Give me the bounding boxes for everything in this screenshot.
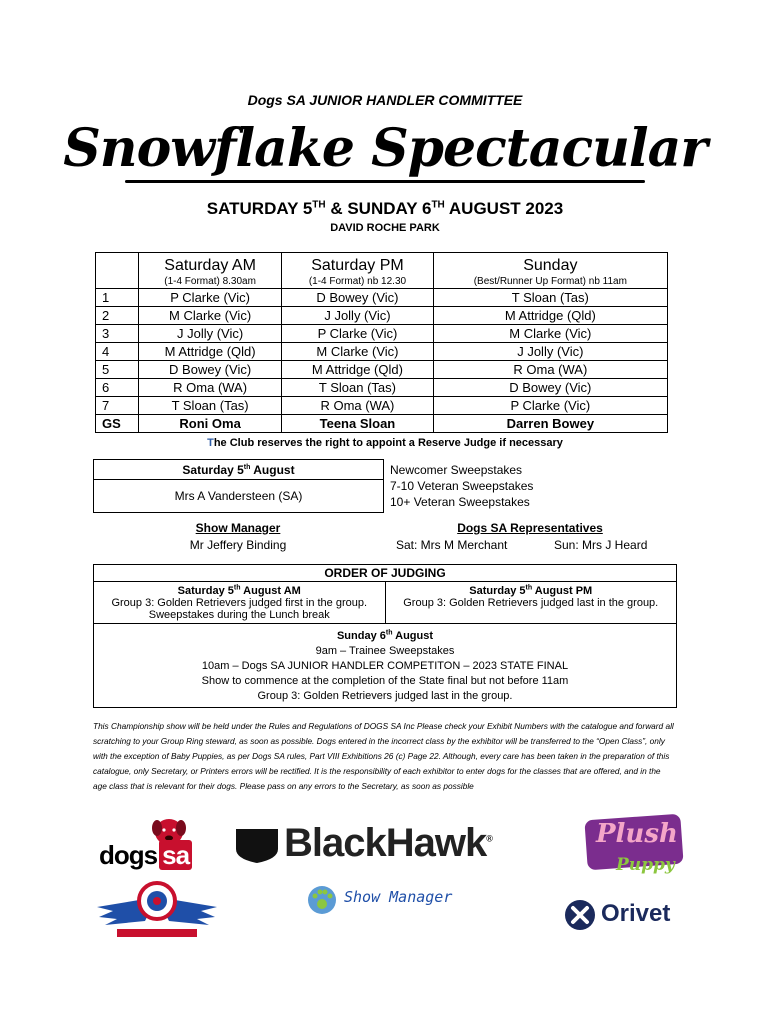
table-row bbox=[96, 379, 668, 397]
fineprint: This Championship show will be held under the Rules and Regulations of DOGS SA Inc Please check your Exhibit Numbers with the catalogue and forward all scratching to your Group Ring steward, as soon as possible. Dogs entered in the incorrect class by the exhibitor will be transferred to the “Open Class”, only with the exception of Baby Puppies, as per Dogs SA rules, Part VIII Exhibitions 26 (c) Page 22. Although, every care has been taken in the preparation of this catalogue, only Secretary, or Printers errors will be rectified. It is the responsibility of each exhibitor to enter dogs for the classes that are offered, and in the age class that is relevant for their dogs. Please pass on any errors to the Secretary, as soon as possible bbox=[93, 721, 674, 791]
judge-cell: P Clarke (Vic) bbox=[433, 397, 667, 415]
representatives-title: Dogs SA Representatives bbox=[457, 521, 603, 535]
judge-cell: Darren Bowey bbox=[433, 415, 667, 433]
table-row bbox=[96, 289, 668, 307]
table-row bbox=[96, 307, 668, 325]
format-sunday: (Best/Runner Up Format) nb 11am bbox=[433, 275, 667, 289]
order-line: Show to commence at the completion of the State final but not before 11am bbox=[201, 675, 569, 688]
blackhawk-wordmark: BlackHawk® bbox=[284, 821, 492, 865]
judge-cell: T Sloan (Tas) bbox=[139, 397, 282, 415]
table-row bbox=[96, 325, 668, 343]
judge-cell: R Oma (WA) bbox=[433, 361, 667, 379]
blackhawk-logo bbox=[234, 823, 544, 867]
judges-format-row bbox=[96, 275, 668, 289]
wings-club-logo bbox=[93, 877, 221, 943]
col-header-sat-pm: Saturday PM bbox=[282, 253, 433, 276]
judge-cell: M Attridge (Qld) bbox=[282, 361, 433, 379]
judge-cell: R Oma (WA) bbox=[139, 379, 282, 397]
order-sat-pm: Saturday 5th August PM Group 3: Golden Retrievers judged last in the group. bbox=[386, 582, 677, 623]
dogssa-wordmark: dogs sa bbox=[99, 840, 192, 871]
judge-cell: M Clarke (Vic) bbox=[282, 343, 433, 361]
judges-table bbox=[95, 252, 668, 433]
orivet-mark-icon bbox=[564, 899, 596, 931]
row-number: 3 bbox=[96, 325, 139, 343]
orivet-wordmark: Orivet bbox=[601, 900, 671, 927]
paw-globe-icon bbox=[306, 884, 338, 916]
order-sunday: Sunday 6th August 9am – Trainee Sweepstakes 10am – Dogs SA JUNIOR HANDLER COMPETITON – 2023 STATE FINAL Show to commence at the completion of the State final but not before 11am Group 3: Golden Retrievers judged last in the group. bbox=[94, 624, 676, 708]
judge-cell: Teena Sloan bbox=[282, 415, 433, 433]
orivet-logo bbox=[564, 897, 684, 933]
committee-heading: Dogs SA JUNIOR HANDLER COMMITTEE bbox=[247, 92, 523, 108]
judge-cell: M Clarke (Vic) bbox=[433, 325, 667, 343]
show-manager-title: Show Manager bbox=[195, 521, 281, 535]
judge-cell: D Bowey (Vic) bbox=[282, 289, 433, 307]
plush-puppy-logo bbox=[586, 815, 688, 881]
sweeps-class: 7-10 Veteran Sweepstakes bbox=[390, 479, 534, 493]
order-line: Group 3: Golden Retrievers judged last in the group. bbox=[257, 690, 513, 703]
order-line: 10am – Dogs SA JUNIOR HANDLER COMPETITON – 2023 STATE FINAL bbox=[201, 660, 569, 673]
row-number: 2 bbox=[96, 307, 139, 325]
judge-cell: M Attridge (Qld) bbox=[139, 343, 282, 361]
sweeps-judge: Mrs A Vandersteen (SA) bbox=[94, 480, 384, 513]
col-header-sunday: Sunday bbox=[433, 253, 667, 276]
judge-cell: T Sloan (Tas) bbox=[282, 379, 433, 397]
title-underline bbox=[125, 180, 645, 183]
judge-cell: D Bowey (Vic) bbox=[139, 361, 282, 379]
judge-cell: J Jolly (Vic) bbox=[139, 325, 282, 343]
order-sat-am: Saturday 5th August AM Group 3: Golden Retrievers judged first in the group. Sweepstakes during the Lunch break bbox=[94, 582, 386, 623]
rep-sunday: Sun: Mrs J Heard bbox=[554, 538, 648, 552]
saturday-sweepstakes-box bbox=[93, 459, 673, 513]
order-line: Group 3: Golden Retrievers judged first in the group. bbox=[111, 596, 368, 609]
venue: DAVID ROCHE PARK bbox=[330, 222, 440, 234]
sweeps-class: 10+ Veteran Sweepstakes bbox=[390, 495, 530, 509]
row-number: 6 bbox=[96, 379, 139, 397]
judge-cell: D Bowey (Vic) bbox=[433, 379, 667, 397]
show-manager-wordmark: Show Manager bbox=[344, 888, 453, 906]
show-manager-logo bbox=[306, 882, 476, 918]
judges-header-row bbox=[96, 253, 668, 276]
row-number: 1 bbox=[96, 289, 139, 307]
blackhawk-shield-icon bbox=[234, 825, 280, 865]
rep-saturday: Sat: Mrs M Merchant bbox=[396, 538, 508, 552]
order-of-judging-box bbox=[93, 564, 677, 708]
table-row bbox=[96, 397, 668, 415]
row-number: GS bbox=[96, 415, 139, 433]
format-sat-am: (1-4 Format) 8.30am bbox=[139, 275, 282, 289]
show-manager-name: Mr Jeffery Binding bbox=[189, 538, 287, 552]
event-title: Snowflake Spectacular bbox=[63, 118, 707, 179]
saturday-label: Saturday 5th August bbox=[94, 460, 384, 480]
judge-cell: R Oma (WA) bbox=[282, 397, 433, 415]
sweepstakes-classes bbox=[384, 460, 674, 513]
puppy-text: Puppy bbox=[616, 855, 675, 875]
event-dates: SATURDAY 5TH & SUNDAY 6TH AUGUST 2023 bbox=[206, 199, 564, 218]
judge-cell: P Clarke (Vic) bbox=[139, 289, 282, 307]
judge-cell: P Clarke (Vic) bbox=[282, 325, 433, 343]
judge-cell: T Sloan (Tas) bbox=[433, 289, 667, 307]
order-title: ORDER OF JUDGING bbox=[94, 565, 676, 582]
format-sat-pm: (1-4 Format) nb 12.30 bbox=[282, 275, 433, 289]
judge-cell: J Jolly (Vic) bbox=[433, 343, 667, 361]
judge-cell: M Attridge (Qld) bbox=[433, 307, 667, 325]
corner-cell bbox=[96, 253, 139, 289]
table-row-gs bbox=[96, 415, 668, 433]
judge-cell: J Jolly (Vic) bbox=[282, 307, 433, 325]
row-number: 7 bbox=[96, 397, 139, 415]
judge-cell: M Clarke (Vic) bbox=[139, 307, 282, 325]
wings-emblem-icon bbox=[93, 877, 221, 943]
dogssa-logo bbox=[97, 816, 197, 872]
judge-cell: Roni Oma bbox=[139, 415, 282, 433]
order-line: Group 3: Golden Retrievers judged last in the group. bbox=[403, 596, 659, 609]
table-row bbox=[96, 361, 668, 379]
reserve-judge-note: The Club reserves the right to appoint a Reserve Judge if necessary bbox=[207, 437, 563, 449]
plush-text: Plush bbox=[596, 819, 678, 849]
order-line: Sweepstakes during the Lunch break bbox=[148, 608, 330, 621]
col-header-sat-am: Saturday AM bbox=[139, 253, 282, 276]
row-number: 5 bbox=[96, 361, 139, 379]
table-row bbox=[96, 343, 668, 361]
order-line: 9am – Trainee Sweepstakes bbox=[315, 645, 455, 658]
row-number: 4 bbox=[96, 343, 139, 361]
sweeps-class: Newcomer Sweepstakes bbox=[390, 463, 523, 477]
